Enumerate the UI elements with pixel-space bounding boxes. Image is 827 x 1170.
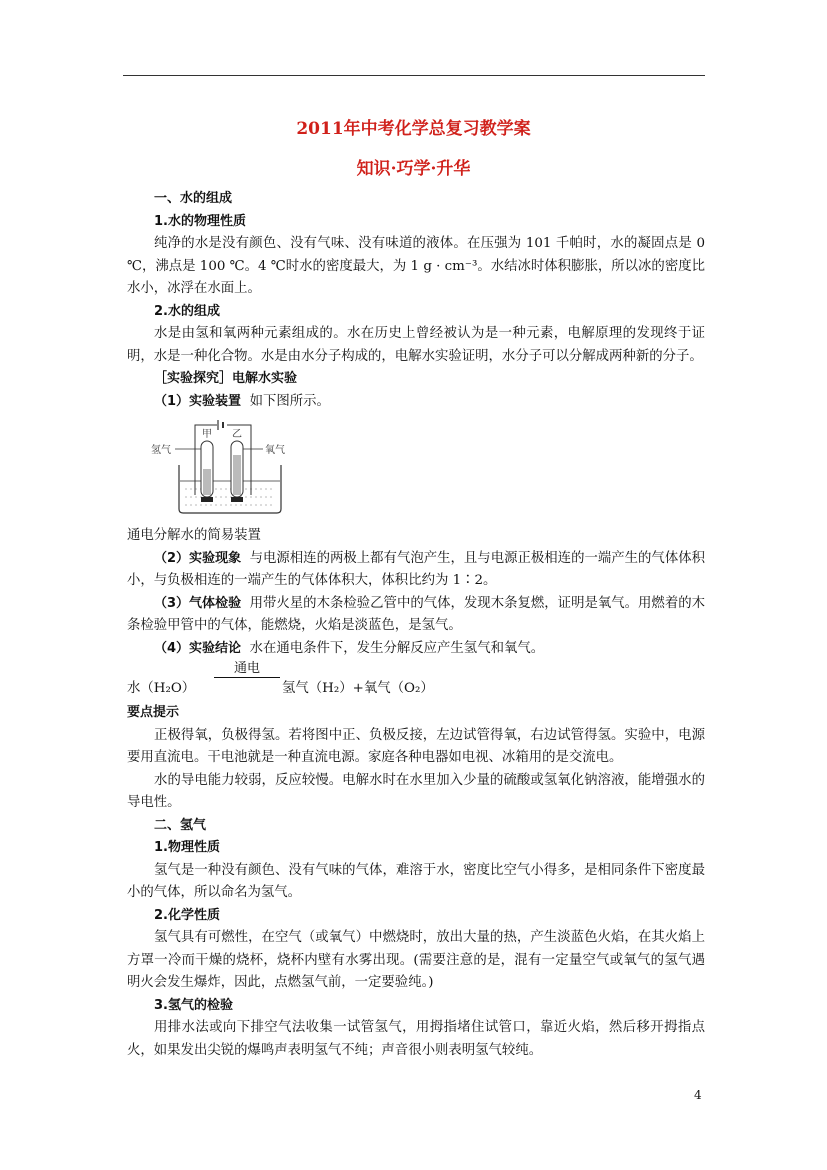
experiment-step-3 xyxy=(127,593,705,638)
equation-products: 氢气（H₂）+氧气（O₂） xyxy=(282,681,434,696)
experiment-step-4-label: （4）实验结论 xyxy=(154,640,242,656)
experiment-step-2-text: 与电源相连的两极上都有气泡产生，且与电源正极相连的一端产生的气体体积小，与负极相连的一端产生的气体体积大，体积比约为 1∶2。 xyxy=(127,550,706,588)
section-1-1-heading: 1.水的物理性质 xyxy=(154,213,246,229)
page-number: 4 xyxy=(694,1088,702,1102)
document-body xyxy=(127,188,705,1062)
header-rule xyxy=(123,75,705,76)
section-2-2-text: 氢气具有可燃性，在空气（或氧气）中燃烧时，放出大量的热，产生淡蓝色火焰，在其火焰上方罩一冷而干燥的烧杯，烧杯内壁有水雾出现。(需要注意的是，混有一定量空气或氧气的氢气遇明火会发生爆炸，因此，点燃氢气前，一定要验纯。) xyxy=(127,930,705,990)
experiment-step-2 xyxy=(127,548,705,593)
section-2-2-heading: 2.化学性质 xyxy=(154,907,220,923)
section-1-heading: 一、水的组成 xyxy=(154,191,233,206)
experiment-step-4-text: 水在通电条件下，发生分解反应产生氢气和氧气。 xyxy=(249,640,545,656)
electrolysis-apparatus-diagram xyxy=(151,417,291,517)
tube-b-label: 乙 xyxy=(232,429,242,440)
hydrogen-label: 氢气 xyxy=(151,445,171,456)
section-2-3-text: 用排水法或向下排空气法收集一试管氢气，用拇指堵住试管口，靠近火焰，然后移开拇指点火，如果发出尖锐的爆鸣声表明氢气不纯；声音很小则表明氢气较纯。 xyxy=(127,1020,705,1058)
tips-text-1: 正极得氧，负极得氢。若将图中正、负极反接，左边试管得氧，右边试管得氢。实验中，电源要用直流电。干电池就是一种直流电源。家庭各种电器如电视、冰箱用的是交流电。 xyxy=(127,727,705,765)
section-2-1-heading: 1.物理性质 xyxy=(154,840,220,855)
experiment-step-1-text: 如下图所示。 xyxy=(249,393,330,409)
electrolysis-figure xyxy=(127,413,705,525)
document-title: 2011年中考化学总复习教学案 xyxy=(296,119,531,139)
electrolysis-equation xyxy=(127,660,705,702)
equation-reactant: 水（H₂O） xyxy=(127,681,196,696)
equation-arrow xyxy=(214,677,280,678)
section-2-heading: 二、氢气 xyxy=(154,817,207,833)
tips-text-2: 水的导电能力较弱，反应较慢。电解水时在水里加入少量的硫酸或氢氧化钠溶液，能增强水的导电性。 xyxy=(127,772,705,810)
experiment-heading: ［实验探究］电解水实验 xyxy=(154,371,298,386)
tips-heading: 要点提示 xyxy=(127,705,180,720)
oxygen-label: 氧气 xyxy=(265,445,285,456)
section-2-1-text: 氢气是一种没有颜色、没有气味的气体，难溶于水，密度比空气小得多，是相同条件下密度最小的气体，所以命名为氢气。 xyxy=(127,862,705,900)
equation-condition: 通电 xyxy=(234,661,261,676)
experiment-step-1-label: （1）实验装置 xyxy=(154,393,242,409)
experiment-step-4 xyxy=(127,638,705,661)
section-2-3-heading: 3.氢气的检验 xyxy=(154,997,233,1013)
document-subtitle: 知识·巧学·升华 xyxy=(356,159,471,179)
section-1-2-text: 水是由氢和氧两种元素组成的。水在历史上曾经被认为是一种元素，电解原理的发现终于证明，水是一种化合物。水是由水分子构成的，电解水实验证明，水分子可以分解成两种新的分子。 xyxy=(127,326,705,364)
figure-caption: 通电分解水的简易装置 xyxy=(127,528,261,543)
experiment-step-2-label: （2）实验现象 xyxy=(154,550,242,566)
section-1-2-heading: 2.水的组成 xyxy=(154,303,220,319)
tube-a-label: 甲 xyxy=(202,429,212,440)
experiment-step-1 xyxy=(127,391,705,414)
section-1-1-text: 纯净的水是没有颜色、没有气味、没有味道的液体。在压强为 101 千帕时，水的凝固点是 0 ℃，沸点是 100 ℃。4 ℃时水的密度最大，为 1 g · cm⁻³。水结冰时体积膨胀，所以冰的密度比水小，冰浮在水面上。 xyxy=(127,236,705,296)
experiment-step-3-label: （3）气体检验 xyxy=(154,595,242,611)
experiment-step-3-text: 用带火星的木条检验乙管中的气体，发现木条复燃，证明是氧气。用燃着的木条检验甲管中的气体，能燃烧，火焰是淡蓝色，是氢气。 xyxy=(127,595,706,633)
